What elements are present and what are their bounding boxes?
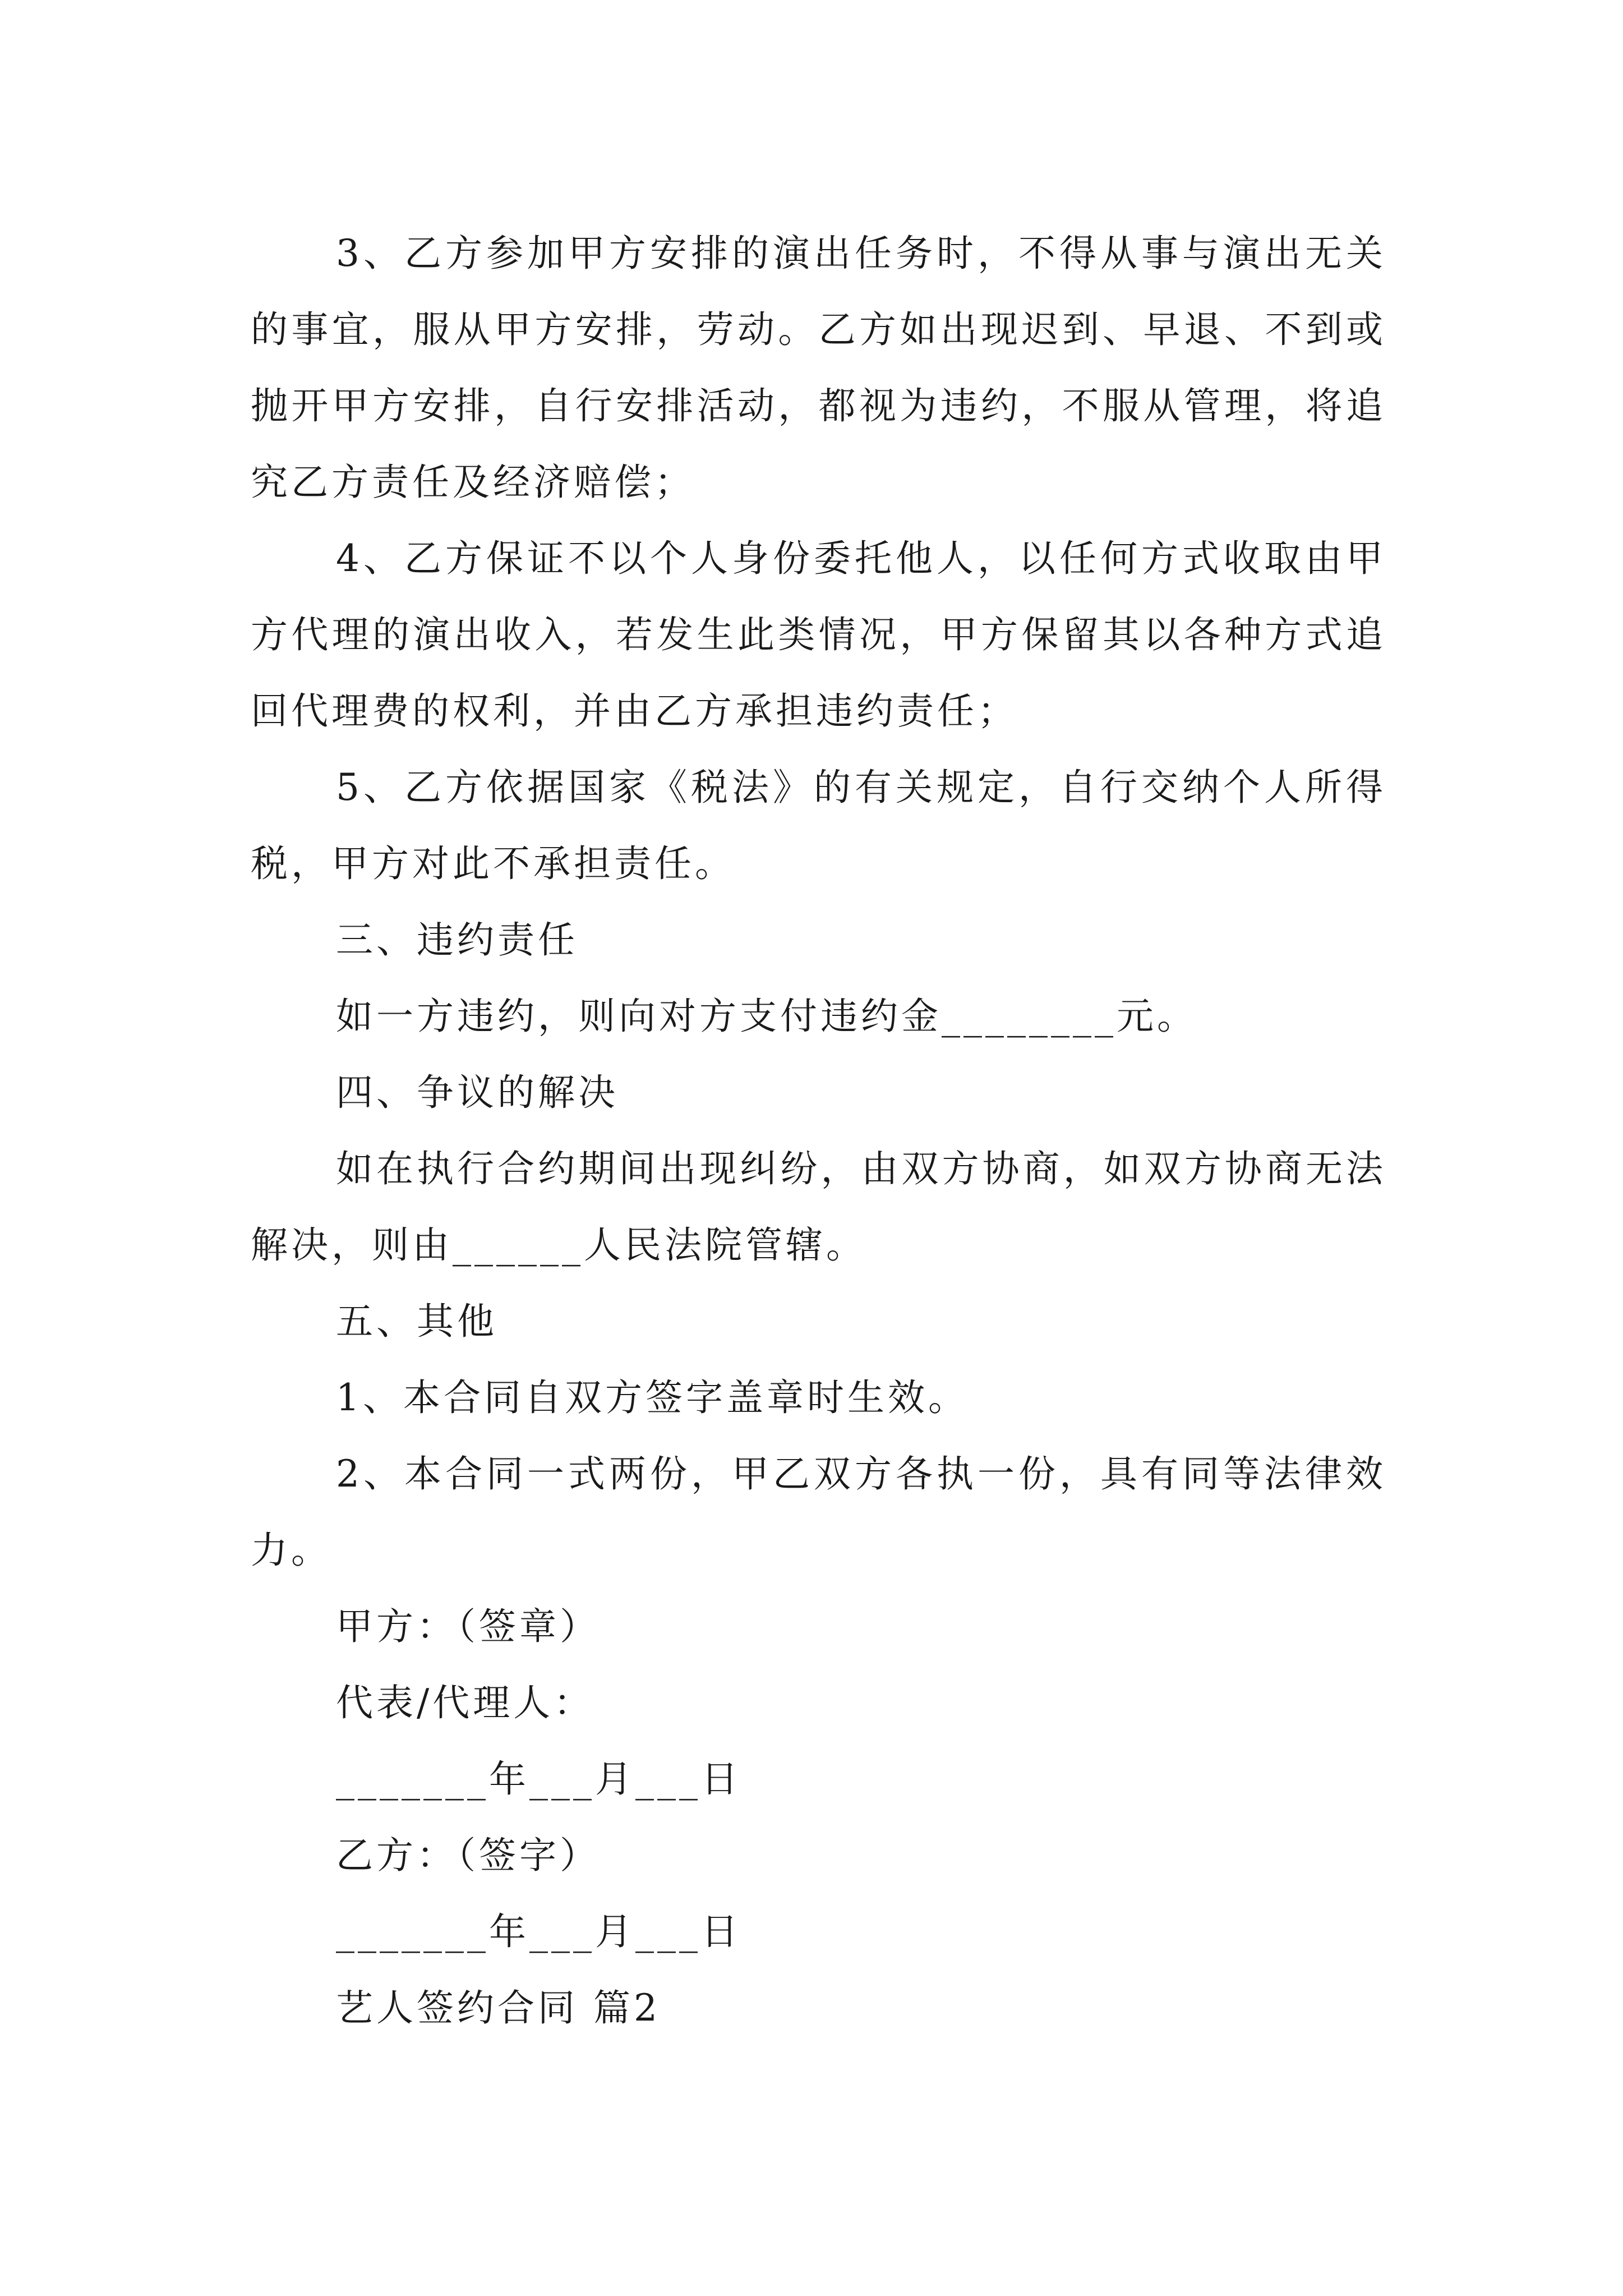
clause-5: 5、乙方依据国家《税法》的有关规定，自行交纳个人所得税，甲方对此不承担责任。 xyxy=(251,766,1386,885)
dispute-resolution-text: 如在执行合约期间出现纠纷，由双方协商，如双方协商无法解决，则由______人民法院管辖。 xyxy=(251,1147,1386,1267)
section-heading-other: 五、其他 xyxy=(336,1300,497,1343)
clause-3: 3、乙方参加甲方安排的演出任务时，不得从事与演出无关的事宜，服从甲方安排，劳动。乙方如出现迟到、早退、不到或抛开甲方安排，自行安排活动，都视为违约，不服从管理，将追究乙方责任及经济赔偿； xyxy=(251,232,1386,504)
party-b-date-line: _______年___月___日 xyxy=(336,1910,741,1953)
representative-label: 代表/代理人： xyxy=(336,1681,594,1724)
other-clause-1: 1、本合同自双方签字盖章时生效。 xyxy=(336,1376,969,1419)
section-heading-dispute: 四、争议的解决 xyxy=(336,1071,619,1114)
breach-penalty-text: 如一方违约，则向对方支付违约金________元。 xyxy=(336,995,1197,1038)
party-a-date-line: _______年___月___日 xyxy=(336,1757,741,1801)
party-a-seal-label: 甲方：（签章） xyxy=(336,1605,600,1648)
party-b-signature-label: 乙方：（签字） xyxy=(336,1834,600,1877)
next-contract-title: 艺人签约合同 篇2 xyxy=(336,1986,661,2030)
clause-4: 4、乙方保证不以个人身份委托他人，以任何方式收取由甲方代理的演出收入，若发生此类情况，甲方保留其以各种方式追回代理费的权利，并由乙方承担违约责任； xyxy=(251,537,1386,733)
other-clause-2: 2、本合同一式两份，甲乙双方各执一份，具有同等法律效力。 xyxy=(251,1452,1386,1572)
document-body xyxy=(251,215,1386,2046)
section-heading-breach: 三、违约责任 xyxy=(336,918,578,961)
